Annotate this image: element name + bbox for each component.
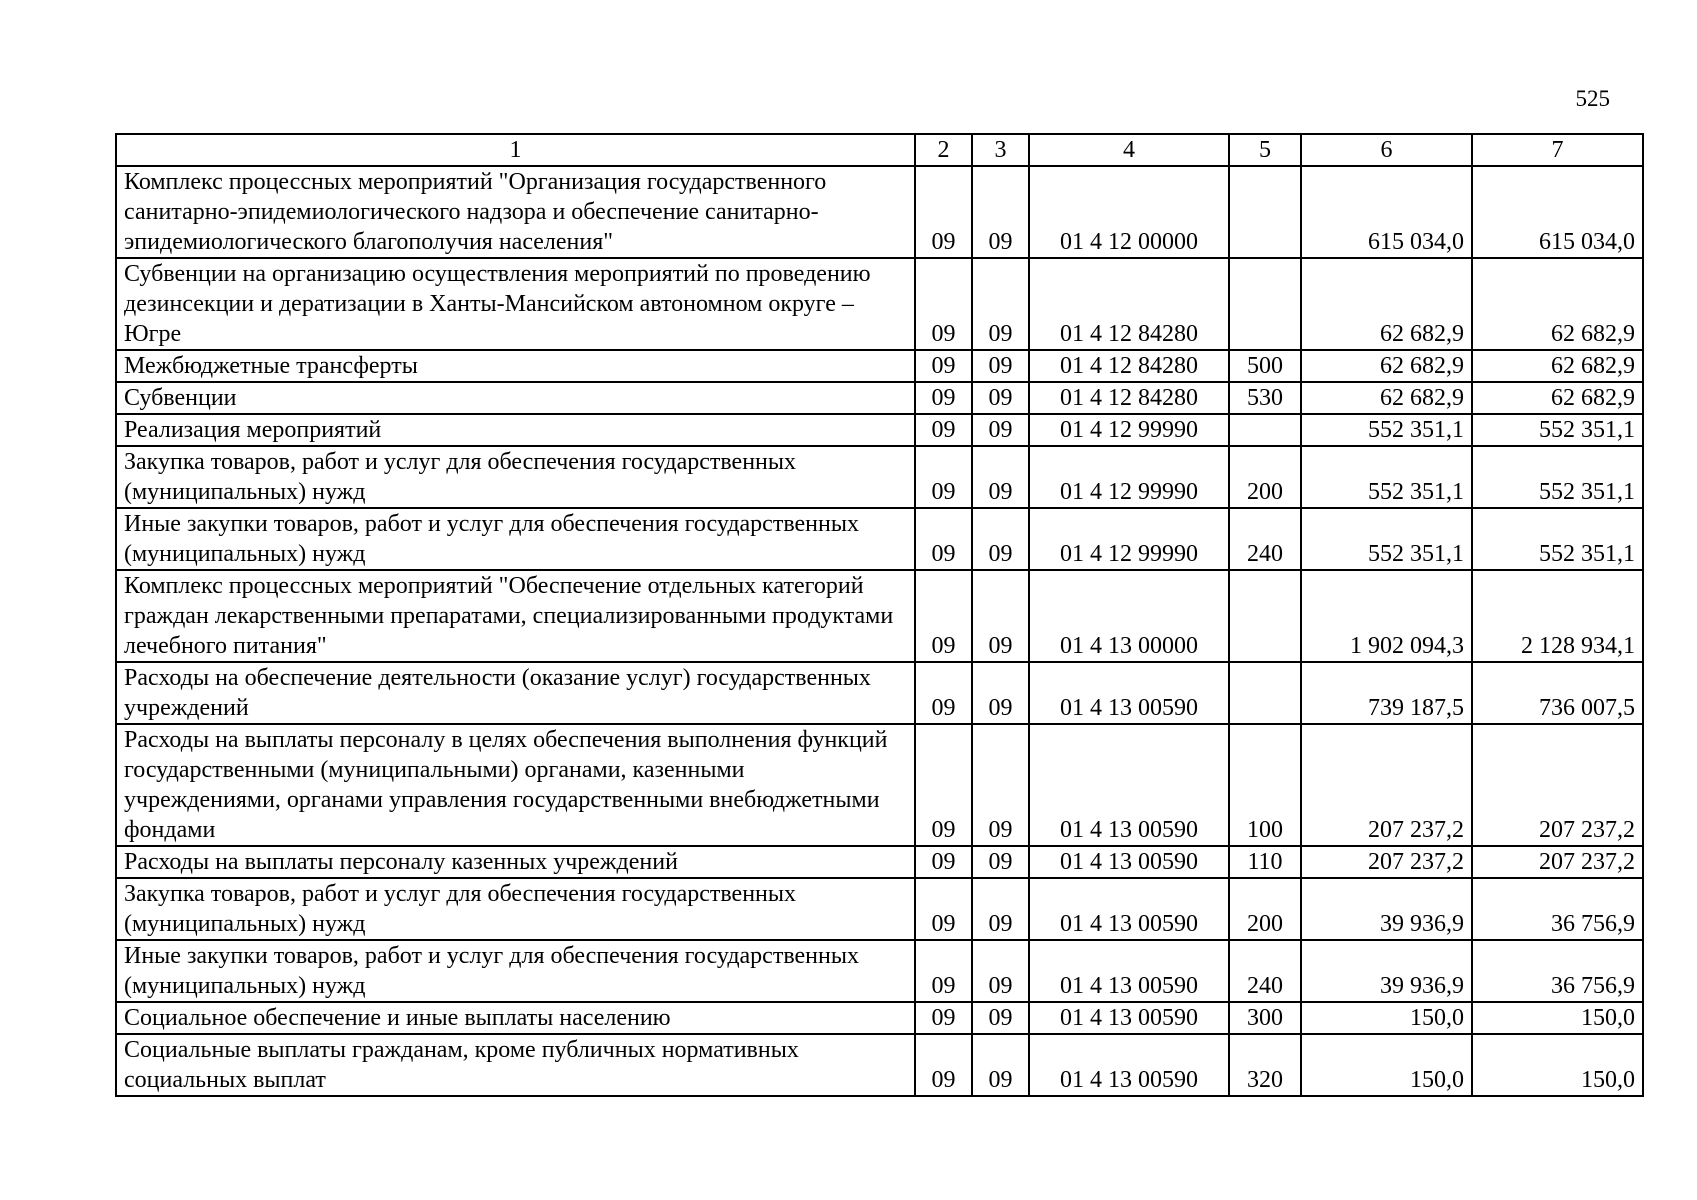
cell-amount-7: 150,0: [1472, 1002, 1643, 1034]
cell-subsection: 09: [972, 724, 1029, 846]
cell-target-article: 01 4 13 00590: [1029, 1002, 1229, 1034]
cell-name: Закупка товаров, работ и услуг для обеспечения государственных (муниципальных) нужд: [116, 446, 915, 508]
cell-expense-type: 240: [1229, 508, 1301, 570]
cell-name: Закупка товаров, работ и услуг для обеспечения государственных (муниципальных) нужд: [116, 878, 915, 940]
cell-name: Субвенции: [116, 382, 915, 414]
cell-expense-type: 200: [1229, 878, 1301, 940]
cell-amount-7: 207 237,2: [1472, 846, 1643, 878]
cell-name: Расходы на выплаты персоналу казенных учреждений: [116, 846, 915, 878]
cell-amount-7: 615 034,0: [1472, 166, 1643, 258]
cell-target-article: 01 4 13 00590: [1029, 940, 1229, 1002]
cell-expense-type: [1229, 166, 1301, 258]
cell-section: 09: [915, 166, 972, 258]
cell-amount-6: 150,0: [1301, 1034, 1472, 1096]
cell-subsection: 09: [972, 446, 1029, 508]
page-number: 525: [1575, 86, 1610, 111]
cell-subsection: 09: [972, 570, 1029, 662]
cell-target-article: 01 4 12 84280: [1029, 382, 1229, 414]
cell-amount-6: 39 936,9: [1301, 940, 1472, 1002]
cell-amount-6: 62 682,9: [1301, 258, 1472, 350]
header-row: [116, 134, 1643, 166]
cell-name: Иные закупки товаров, работ и услуг для обеспечения государственных (муниципальных) нужд: [116, 940, 915, 1002]
cell-expense-type: [1229, 258, 1301, 350]
cell-expense-type: [1229, 414, 1301, 446]
cell-target-article: 01 4 12 99990: [1029, 414, 1229, 446]
cell-amount-6: 552 351,1: [1301, 508, 1472, 570]
cell-name: Социальные выплаты гражданам, кроме публичных нормативных социальных выплат: [116, 1034, 915, 1096]
cell-subsection: 09: [972, 166, 1029, 258]
cell-subsection: 09: [972, 382, 1029, 414]
cell-amount-7: 207 237,2: [1472, 724, 1643, 846]
table-row: [116, 350, 1643, 382]
cell-expense-type: [1229, 662, 1301, 724]
table-row: [116, 1034, 1643, 1096]
cell-section: 09: [915, 846, 972, 878]
cell-section: 09: [915, 662, 972, 724]
cell-target-article: 01 4 12 99990: [1029, 446, 1229, 508]
cell-name: Расходы на выплаты персоналу в целях обеспечения выполнения функций государственными (муниципальными) органами, казенными учреждениями, органами управления государственными внебюджетными фондами: [116, 724, 915, 846]
cell-amount-7: 736 007,5: [1472, 662, 1643, 724]
cell-amount-6: 62 682,9: [1301, 382, 1472, 414]
cell-name: Социальное обеспечение и иные выплаты населению: [116, 1002, 915, 1034]
header-col-6: 6: [1301, 134, 1472, 166]
table-row: [116, 662, 1643, 724]
cell-subsection: 09: [972, 878, 1029, 940]
table-row: [116, 508, 1643, 570]
table-row: [116, 382, 1643, 414]
cell-expense-type: 300: [1229, 1002, 1301, 1034]
cell-target-article: 01 4 13 00590: [1029, 662, 1229, 724]
cell-amount-6: 1 902 094,3: [1301, 570, 1472, 662]
table-body: [116, 166, 1643, 1096]
cell-amount-7: 552 351,1: [1472, 446, 1643, 508]
cell-section: 09: [915, 1002, 972, 1034]
cell-amount-6: 62 682,9: [1301, 350, 1472, 382]
cell-name: Межбюджетные трансферты: [116, 350, 915, 382]
cell-name: Расходы на обеспечение деятельности (оказание услуг) государственных учреждений: [116, 662, 915, 724]
header-col-4: 4: [1029, 134, 1229, 166]
cell-amount-6: 552 351,1: [1301, 414, 1472, 446]
table-row: [116, 1002, 1643, 1034]
cell-amount-7: 62 682,9: [1472, 258, 1643, 350]
cell-section: 09: [915, 940, 972, 1002]
cell-section: 09: [915, 382, 972, 414]
cell-target-article: 01 4 13 00590: [1029, 846, 1229, 878]
cell-amount-6: 739 187,5: [1301, 662, 1472, 724]
header-col-2: 2: [915, 134, 972, 166]
cell-amount-6: 207 237,2: [1301, 846, 1472, 878]
cell-subsection: 09: [972, 258, 1029, 350]
cell-subsection: 09: [972, 662, 1029, 724]
header-col-5: 5: [1229, 134, 1301, 166]
cell-expense-type: 530: [1229, 382, 1301, 414]
cell-target-article: 01 4 12 84280: [1029, 350, 1229, 382]
header-col-3: 3: [972, 134, 1029, 166]
cell-expense-type: 100: [1229, 724, 1301, 846]
cell-subsection: 09: [972, 414, 1029, 446]
cell-section: 09: [915, 1034, 972, 1096]
cell-amount-6: 552 351,1: [1301, 446, 1472, 508]
header-col-7: 7: [1472, 134, 1643, 166]
cell-amount-7: 62 682,9: [1472, 350, 1643, 382]
cell-target-article: 01 4 12 99990: [1029, 508, 1229, 570]
cell-section: 09: [915, 570, 972, 662]
table-row: [116, 940, 1643, 1002]
cell-subsection: 09: [972, 508, 1029, 570]
cell-target-article: 01 4 12 84280: [1029, 258, 1229, 350]
cell-subsection: 09: [972, 1034, 1029, 1096]
table-row: [116, 446, 1643, 508]
cell-section: 09: [915, 878, 972, 940]
cell-subsection: 09: [972, 846, 1029, 878]
table-row: [116, 258, 1643, 350]
cell-expense-type: 320: [1229, 1034, 1301, 1096]
cell-target-article: 01 4 13 00590: [1029, 724, 1229, 846]
table-row: [116, 414, 1643, 446]
table-row: [116, 166, 1643, 258]
cell-subsection: 09: [972, 1002, 1029, 1034]
cell-name: Субвенции на организацию осуществления мероприятий по проведению дезинсекции и дератизации в Ханты-Мансийском автономном округе – Югре: [116, 258, 915, 350]
cell-target-article: 01 4 12 00000: [1029, 166, 1229, 258]
cell-expense-type: 110: [1229, 846, 1301, 878]
cell-section: 09: [915, 350, 972, 382]
cell-target-article: 01 4 13 00000: [1029, 570, 1229, 662]
cell-subsection: 09: [972, 940, 1029, 1002]
cell-target-article: 01 4 13 00590: [1029, 878, 1229, 940]
cell-section: 09: [915, 508, 972, 570]
cell-amount-7: 552 351,1: [1472, 508, 1643, 570]
cell-amount-6: 150,0: [1301, 1002, 1472, 1034]
cell-name: Иные закупки товаров, работ и услуг для обеспечения государственных (муниципальных) нужд: [116, 508, 915, 570]
cell-amount-6: 615 034,0: [1301, 166, 1472, 258]
cell-expense-type: 240: [1229, 940, 1301, 1002]
table-row: [116, 878, 1643, 940]
cell-name: Комплекс процессных мероприятий "Организация государственного санитарно-эпидемиологического надзора и обеспечение санитарно-эпидемиологического благополучия населения": [116, 166, 915, 258]
cell-amount-7: 2 128 934,1: [1472, 570, 1643, 662]
cell-expense-type: 200: [1229, 446, 1301, 508]
cell-section: 09: [915, 414, 972, 446]
cell-amount-7: 36 756,9: [1472, 878, 1643, 940]
cell-section: 09: [915, 258, 972, 350]
cell-amount-7: 552 351,1: [1472, 414, 1643, 446]
table-row: [116, 846, 1643, 878]
cell-amount-6: 39 936,9: [1301, 878, 1472, 940]
cell-section: 09: [915, 446, 972, 508]
cell-amount-7: 62 682,9: [1472, 382, 1643, 414]
cell-expense-type: 500: [1229, 350, 1301, 382]
cell-amount-7: 36 756,9: [1472, 940, 1643, 1002]
budget-table: [115, 133, 1644, 1097]
header-col-1: 1: [116, 134, 915, 166]
cell-amount-6: 207 237,2: [1301, 724, 1472, 846]
cell-amount-7: 150,0: [1472, 1034, 1643, 1096]
table-row: [116, 570, 1643, 662]
cell-name: Комплекс процессных мероприятий "Обеспечение отдельных категорий граждан лекарственными препаратами, специализированными продуктами лечебного питания": [116, 570, 915, 662]
cell-expense-type: [1229, 570, 1301, 662]
cell-section: 09: [915, 724, 972, 846]
table-row: [116, 724, 1643, 846]
cell-subsection: 09: [972, 350, 1029, 382]
cell-target-article: 01 4 13 00590: [1029, 1034, 1229, 1096]
cell-name: Реализация мероприятий: [116, 414, 915, 446]
